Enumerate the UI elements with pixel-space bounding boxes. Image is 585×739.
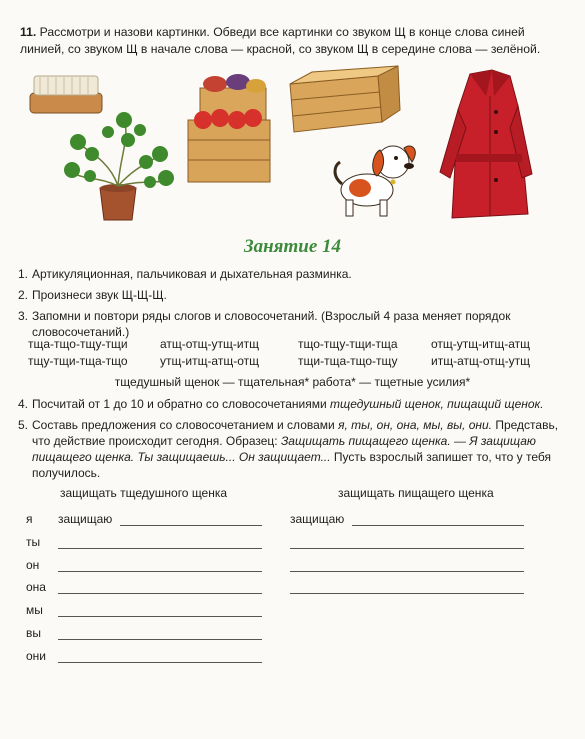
column-heading-right: защищать пищащего щенка — [338, 486, 494, 500]
syllable-row: итщ-атщ-отщ-утщ — [431, 354, 530, 368]
item-text: Составь предложения со словосочетанием и словами я, ты, он, она, мы, вы, они. Представь, что действие происходит сегодня. Образец: Защищать пищащего щенка. — Я защищаю пищащего щенка. Ты защищаешь... Он защищает... Пусть взрослый запишет то, что у тебя получилось. — [32, 418, 559, 480]
answer-line[interactable] — [290, 571, 524, 572]
syllable-row: атщ-отщ-утщ-итщ — [160, 337, 259, 351]
answer-line[interactable] — [58, 571, 262, 572]
item-text: Запомни и повтори ряды слогов и словосочетаний. (Взрослый 4 раза меняет порядок словосочетаний.) — [32, 309, 511, 339]
answer-line[interactable] — [58, 662, 262, 663]
item-text: Произнеси звук Щ-Щ-Щ. — [32, 288, 167, 302]
phrase-series: тщедушный щенок — тщательная* работа* — тщетные усилия* — [114, 375, 471, 389]
syllable-row: тщи-тща-тщо-тщу — [298, 354, 398, 368]
answer-line[interactable] — [120, 525, 262, 526]
instruction-item-2 — [18, 287, 568, 303]
answer-line[interactable] — [352, 525, 524, 526]
pronoun-label: я — [26, 512, 33, 526]
pronoun-label: мы — [26, 603, 43, 617]
answer-line[interactable] — [58, 616, 262, 617]
item-number: 2. — [18, 288, 29, 302]
syllable-row: отщ-утщ-итщ-атщ — [431, 337, 530, 351]
pictures-row — [0, 62, 585, 237]
ivy-plant-picture — [64, 112, 174, 220]
item-number: 5. — [18, 418, 29, 432]
pronoun-label: она — [26, 580, 46, 594]
instruction-list — [18, 266, 568, 345]
task-11-text: Рассмотри и назови картинки. Обведи все картинки со звуком Щ в конце слова синей линией, со звуком Щ в начале слова — красной, со звуком Щ в середине слова — зелёной. — [20, 25, 541, 56]
answer-line[interactable] — [58, 548, 262, 549]
task-11-number: 11. — [20, 25, 37, 39]
brush-picture — [30, 76, 102, 113]
syllable-row: тщо-тщу-тщи-тща — [298, 337, 398, 351]
pronoun-label: вы — [26, 626, 41, 640]
syllable-row: утщ-итщ-атщ-отщ — [160, 354, 259, 368]
item-text: Артикуляционная, пальчиковая и дыхательная разминка. — [32, 267, 352, 281]
item-number: 1. — [18, 267, 29, 281]
wooden-crate-picture — [290, 66, 400, 132]
item-text: Посчитай от 1 до 10 и обратно со словосочетаниями тщедушный щенок, пищащий щенок. — [32, 397, 544, 411]
task-11 — [20, 24, 560, 58]
syllable-grid — [28, 336, 558, 370]
column-heading-left: защищать тщедушного щенка — [60, 486, 228, 500]
item-text-italic: тщедушный щенок, пищащий щенок. — [330, 397, 544, 411]
answer-line[interactable] — [290, 593, 524, 594]
instruction-item-5 — [18, 417, 568, 481]
syllable-row: тща-тщо-тщу-тщи — [28, 337, 128, 351]
pronoun-label: ты — [26, 535, 41, 549]
pronoun-label: они — [26, 649, 47, 663]
instruction-item-1 — [18, 266, 568, 282]
sample-italic: Защищать пищащего щенка. — Я защищаю пищащего щенка. Ты защищаешь... Он защищает... — [32, 434, 536, 464]
item-number: 4. — [18, 397, 29, 411]
answer-line[interactable] — [58, 639, 262, 640]
verb-sample-left: защищаю — [58, 512, 113, 526]
pronouns-italic: я, ты, он, она, мы, вы, они. — [338, 418, 492, 432]
syllable-row: тщу-тщи-тща-тщо — [28, 354, 128, 368]
pronoun-label: он — [26, 558, 40, 572]
puppy-picture — [335, 146, 415, 216]
verb-sample-right: защищаю — [290, 512, 345, 526]
answer-line[interactable] — [290, 548, 524, 549]
instruction-item-4 — [18, 396, 568, 412]
vegetable-crates-picture — [188, 74, 270, 182]
answer-line[interactable] — [58, 593, 262, 594]
lesson-title: Занятие 14 — [243, 236, 342, 257]
item-number: 3. — [18, 309, 29, 323]
red-coat-picture — [440, 70, 532, 218]
